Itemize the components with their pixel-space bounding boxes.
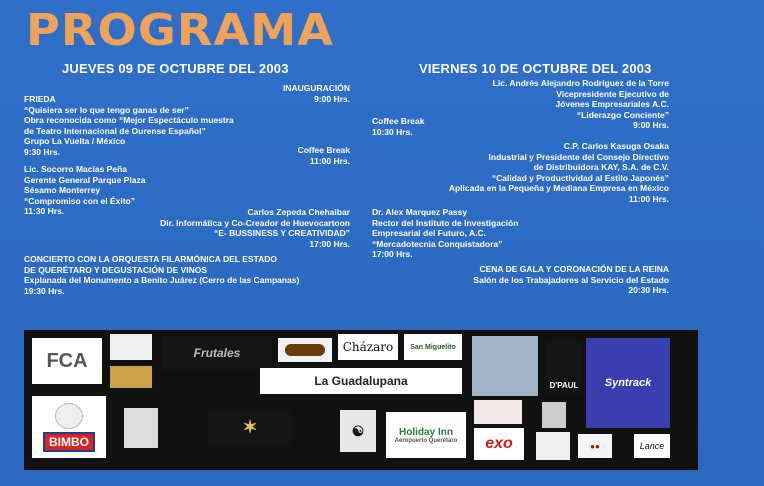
sanmiguelito-logo-text: San Miguelito: [410, 343, 456, 351]
fca-logo-text: FCA: [46, 349, 88, 372]
sponsor-logo-small: [110, 334, 152, 360]
page-title: PROGRAMA: [26, 5, 335, 56]
gala-time: 20:30 Hrs.: [628, 285, 669, 296]
star-logo-icon: ✶: [208, 410, 292, 444]
friday-heading: VIERNES 10 DE OCTUBRE DEL 2003: [419, 61, 652, 76]
socorro-line: Lic. Socorro Macías Peña: [24, 164, 127, 174]
exo-logo-text: exo: [485, 435, 513, 452]
exo-logo: [474, 428, 524, 460]
torre-line: Jóvenes Empresariales A.C.: [555, 99, 669, 110]
friday-coffee-label: Coffee Break: [372, 116, 425, 126]
osaka-time: 11:00 Hrs.: [628, 193, 669, 204]
concierto-line: Explanada del Monumento a Benito Juárez (Cerro de las Campanas): [24, 275, 300, 286]
gala-block: [473, 264, 669, 296]
osaka-block: [449, 141, 669, 205]
bimbo-logo: [32, 396, 106, 458]
frieda-line: FRIEDA: [24, 94, 56, 104]
dpaul-logo: [546, 340, 582, 394]
zepeda-line: “E- BUSSINESS Y CREATIVIDAD”: [213, 228, 350, 239]
passy-block: [372, 207, 518, 260]
sponsor-logo-small: ●●: [578, 434, 612, 458]
fca-logo: [32, 338, 102, 384]
sponsor-seal-icon: [536, 432, 570, 460]
sponsor-seal-icon: [124, 408, 158, 448]
passy-line: Empresarial del Futuro, A.C.: [372, 228, 486, 239]
bimbo-bear-icon: [55, 403, 83, 429]
lance-logo-text: Lance: [639, 441, 665, 451]
sponsor-logo-small: [474, 400, 522, 424]
thursday-coffee-time: 11:00 Hrs.: [309, 156, 350, 166]
zepeda-block: [160, 207, 350, 249]
torre-line: Vicepresidente Ejecutivo de: [556, 88, 669, 99]
osaka-line: Aplicada en la Pequeña y Mediana Empresa en México: [448, 183, 669, 194]
lance-logo: [634, 434, 670, 458]
frieda-line: de Teatro Internacional de Ourense Español”: [24, 125, 206, 136]
sanmiguelito-logo: [404, 334, 462, 360]
sponsor-logo-photo: [472, 336, 538, 396]
friday-coffee-time: 10:30 Hrs.: [372, 127, 413, 137]
frutales-logo-text: Frutales: [193, 346, 241, 360]
osaka-line: Industrial y Presidente del Consejo Directivo: [488, 151, 669, 162]
gala-line: Salón de los Trabajadores al Servicio del Estado: [473, 274, 669, 285]
socorro-line: “Compromiso con el Éxito”: [24, 195, 135, 206]
frutales-logo: [162, 336, 272, 370]
holiday-inn-logo: [386, 412, 466, 458]
syntrack-logo-text: Syntrack: [604, 377, 652, 389]
thursday-coffee-label: Coffee Break: [297, 145, 350, 155]
gala-line: CENA DE GALA Y CORONACIÓN DE LA REINA: [479, 264, 669, 274]
sponsor-logo-small: [110, 366, 152, 388]
passy-time: 17:00 Hrs.: [372, 249, 413, 260]
torre-block: [493, 78, 669, 131]
sponsor-strip: [24, 330, 698, 470]
frieda-line: Obra reconocida como “Mejor Espectáculo muestra: [24, 115, 234, 126]
syntrack-logo: [586, 338, 670, 428]
bimbo-wordmark: BIMBO: [43, 432, 95, 452]
holiday-inn-subtitle: Aeropuerto Querétaro: [394, 437, 458, 444]
socorro-time: 11:30 Hrs.: [24, 206, 65, 217]
socorro-block: [24, 164, 145, 217]
torre-line: “Liderazgo Conciente”: [576, 109, 669, 120]
torre-line: Lic. Andrés Alejandro Rodríguez de la Torre: [492, 78, 669, 88]
concierto-block: [24, 254, 299, 296]
zepeda-line: Carlos Zepeda Chehaibar: [247, 207, 350, 217]
sponsor-logo-small: [278, 338, 332, 362]
frieda-block: [24, 94, 234, 158]
socorro-line: Sésamo Monterrey: [24, 185, 101, 196]
concierto-time: 19:30 Hrs.: [24, 285, 65, 296]
sponsor-oval: [285, 344, 325, 356]
inauguration-label: INAUGURACIÓN: [282, 83, 350, 93]
dpaul-logo-text: D'PAUL: [549, 381, 579, 390]
sponsor-logo-small: [542, 402, 566, 428]
guadalupana-logo: [260, 368, 462, 394]
inauguration-time: 9:00 Hrs.: [314, 94, 350, 104]
passy-line: Dr. Alex Marquez Passy: [372, 207, 468, 217]
guadalupana-logo-text: La Guadalupana: [314, 374, 408, 388]
zepeda-line: Dir. Informática y Co-Creador de Huevocartoon: [160, 217, 350, 228]
passy-line: “Mercadotecnia Conquistadora”: [372, 238, 503, 249]
frieda-line: “Quisiera ser lo que tengo ganas de ser”: [24, 104, 189, 115]
osaka-line: de Distribuidora KAY, S.A. de C.V.: [533, 162, 669, 173]
concierto-line: DE QUERÉTARO Y DEGUSTACIÓN DE VINOS: [24, 264, 208, 275]
frieda-time: 9:30 Hrs.: [24, 146, 60, 157]
frieda-line: Grupo La Vuelta / México: [24, 136, 126, 147]
osaka-line: C.P. Carlos Kasuga Osaka: [563, 141, 669, 151]
holiday-inn-wordmark: Holiday Inn: [399, 426, 453, 438]
thursday-heading: JUEVES 09 DE OCTUBRE DEL 2003: [62, 61, 289, 76]
socorro-line: Gerente General Parque Plaza: [24, 174, 146, 185]
chazaro-logo-text: Cházaro: [342, 340, 394, 354]
osaka-line: “Calidad y Productividad al Estilo Japonés”: [491, 172, 669, 183]
torre-time: 9:00 Hrs.: [633, 120, 669, 131]
yin-yang-icon: ☯: [340, 410, 376, 452]
chazaro-logo: [338, 334, 398, 360]
concierto-line: CONCIERTO CON LA ORQUESTA FILARMÓNICA DEL ESTADO: [24, 254, 277, 264]
passy-line: Rector del Instituto de Investigación: [372, 217, 519, 228]
zepeda-time: 17:00 Hrs.: [309, 238, 350, 249]
